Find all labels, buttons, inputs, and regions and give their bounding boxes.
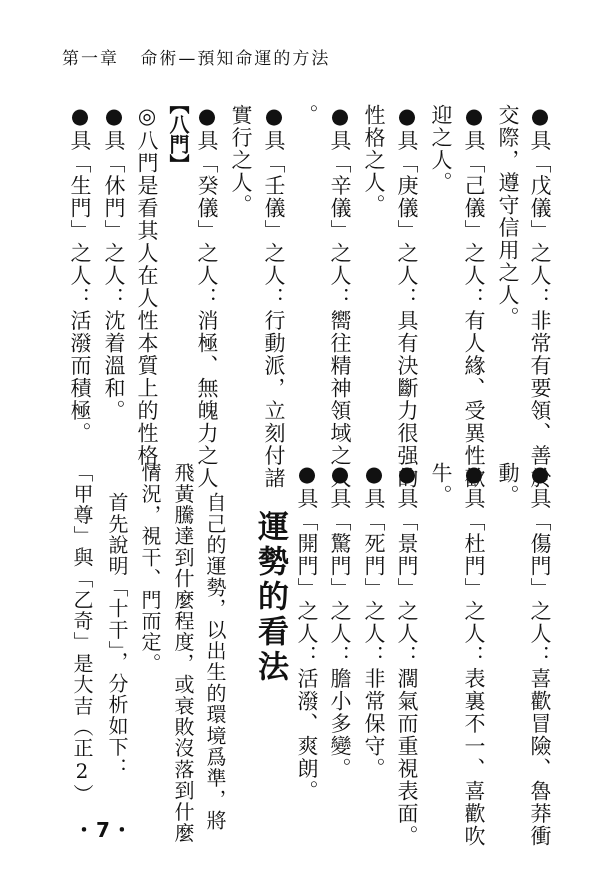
text-column: 迎之人。 xyxy=(429,104,453,194)
text-column: ●具「戊儀」之人：非常有要領、善於 xyxy=(528,104,552,490)
text-column: ●具「庚儀」之人：具有決斷力很强的 xyxy=(395,104,419,490)
text-column: 實行之人。 xyxy=(229,104,253,217)
text-column: ●具「驚門」之人：膽小多變。 xyxy=(328,462,352,780)
text-column: 牛。 xyxy=(429,462,453,507)
text-column: ●具「景門」之人：濶氣而重視表面。 xyxy=(395,462,419,848)
chapter-label: 第一章 xyxy=(62,49,119,69)
text-column: ●具「生門」之人：活潑而積極。 xyxy=(68,104,92,445)
section-label-eight-gates: 【八門】 xyxy=(166,94,190,174)
chapter-title: 命術—預知命運的方法 xyxy=(140,49,331,69)
paragraph-column: 情況，視干、門而定。 xyxy=(138,462,162,674)
text-column: ●具「休門」之人：沈着溫和。 xyxy=(102,104,126,422)
paragraph-column: 首先說明「十干」，分析如下： xyxy=(105,492,129,779)
page-number: ・7・ xyxy=(74,818,134,842)
text-column: ●具「傷門」之人：喜歡冒險、魯莽衝 xyxy=(528,462,552,848)
text-column: ●具「壬儀」之人：行動派，立刻付諸 xyxy=(262,104,286,490)
text-column: 。 xyxy=(295,104,319,127)
text-column: ●具「己儀」之人：有人緣、受異性歡 xyxy=(462,104,486,490)
text-column: ●具「死門」之人：非常保守。 xyxy=(362,462,386,780)
paragraph-column: 「甲尊」與「乙奇」是大吉（正2） xyxy=(70,462,94,806)
text-column: 性格之人。 xyxy=(362,104,386,217)
paragraph-column: 飛黃騰達到什麼程度，或衰敗沒落到什麼 xyxy=(171,462,195,844)
text-column: 交際，遵守信用之人。 xyxy=(496,104,520,329)
text-column: 動。 xyxy=(496,462,520,507)
text-column: ●具「開門」之人：活潑、爽朗。 xyxy=(295,462,319,803)
text-column: ●具「辛儀」之人：嚮往精神領域之人 xyxy=(328,104,352,490)
text-column: ●具「杜門」之人：表裏不一、喜歡吹 xyxy=(462,462,486,848)
text-column: ◎八門是看其人在人性本質上的性格。 xyxy=(135,104,159,490)
text-column: ●具「癸儀」之人：消極、無魄力之人 xyxy=(195,104,219,490)
paragraph-column: 自己的運勢，以出生的環境爲準，將 xyxy=(203,492,227,832)
section-heading: 運勢的看法 xyxy=(252,510,288,685)
running-header xyxy=(62,44,330,69)
